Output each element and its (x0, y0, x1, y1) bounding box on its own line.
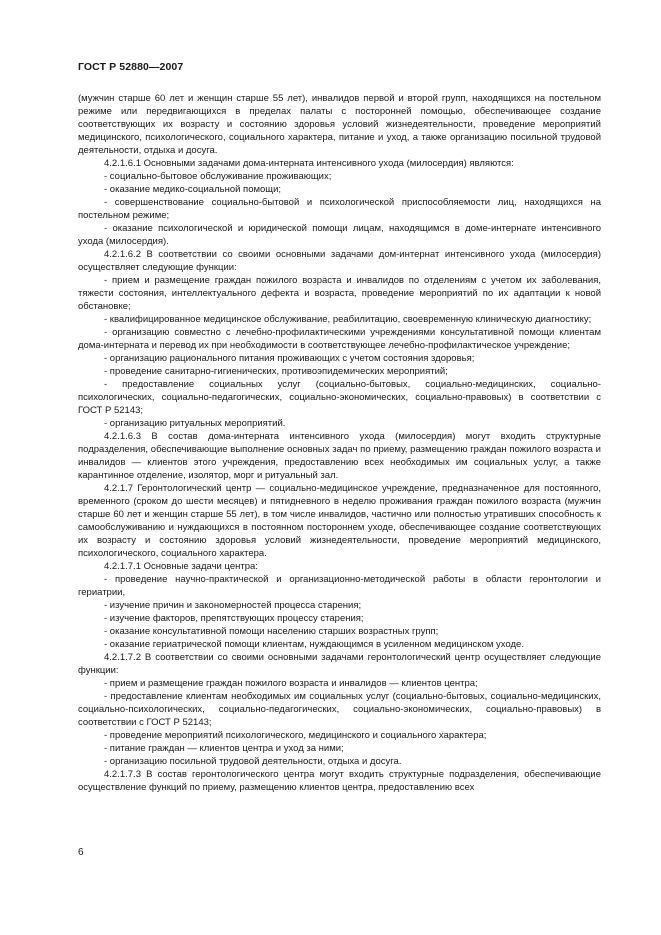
paragraph: - проведение санитарно-гигиенических, противоэпидемических мероприятий; (104, 366, 448, 377)
paragraph: - социально-бытовое обслуживание проживающих; (104, 171, 332, 182)
document-body (78, 92, 601, 794)
paragraph: - изучение причин и закономерностей процесса старения; (104, 600, 362, 611)
paragraph: 4.2.1.6.1 Основными задачами дома-интерната интенсивного ухода (милосердия) являются: (104, 158, 514, 169)
paragraph: - оказание консультативной помощи населению старших возрастных групп; (104, 626, 439, 637)
page-header: ГОСТ Р 52880—2007 (78, 61, 184, 73)
paragraph: - организацию посильной трудовой деятельности, отдыха и досуга. (104, 756, 402, 767)
paragraph: - квалифицированное медицинское обслуживание, реабилитацию, своевременную клиническую диагностику; (104, 314, 592, 325)
paragraph: - питание граждан — клиентов центра и уход за ними; (104, 743, 344, 754)
paragraph: - оказание психологической и юридической помощи лицам, находящимся в доме-интернате интенсивного ухода (милосердия). (78, 223, 601, 247)
paragraph: 4.2.1.7.1 Основные задачи центра: (104, 561, 258, 572)
paragraph: - оказание гериатрической помощи клиентам, нуждающимся в усиленном медицинском уходе. (104, 639, 524, 650)
paragraph: 4.2.1.6.3 В состав дома-интерната интенсивного ухода (милосердия) могут входить структурные подразделения, обеспечивающие выполнение основных задач по приему, размещению граждан пожилого возраста и инвалидов — клиентов этого учреждения, предоставлению всех необходимых им социальных услуг, а также карантинное отделение, изолятор, морг и ритуальный зал. (78, 431, 601, 481)
paragraph: - оказание медико-социальной помощи; (104, 184, 282, 195)
paragraph: - проведение мероприятий психологического, медицинского и социального характера; (104, 730, 487, 741)
paragraph: - предоставление клиентам необходимых им социальных услуг (социально-бытовых, социально-медицинских, социально-психологических, социально-педагогических, социально-экономических, социально-правовых) в соответствии с ГОСТ Р 52143; (78, 691, 601, 728)
paragraph: - совершенствование социально-бытовой и психологической приспособляемости лиц, находящихся на постельном режиме; (78, 197, 601, 221)
paragraph: - прием и размещение граждан пожилого возраста и инвалидов по отделениям с учетом их заболевания, тяжести состояния, интеллектуального дефекта и возраста, проведение мероприятий по их адаптации к новой обстановке; (78, 275, 601, 312)
paragraph: 4.2.1.6.2 В соответствии со своими основными задачами дом-интернат интенсивного ухода (милосердия) осуществляет следующие функции: (78, 249, 601, 273)
paragraph: - прием и размещение граждан пожилого возраста и инвалидов — клиентов центра; (104, 678, 478, 689)
paragraph: - организацию совместно с лечебно-профилактическими учреждениями консультативной помощи клиентам дома-интерната и перевод их при необходимости в соответствующее лечебно-профилактическое учреждение; (78, 327, 601, 351)
paragraph: (мужчин старше 60 лет и женщин старше 55 лет), инвалидов первой и второй групп, находящихся на постельном режиме или передвигающихся в пределах палаты с посторонней помощью, обеспечивающее создание соответствующих их возрасту и состоянию здоровья условий жизнедеятельности, проведение мероприятий медицинского, психологического, социального характера, питание и уход, а также организацию посильной трудовой деятельности, отдыха и досуга. (78, 93, 601, 156)
paragraph: - изучение факторов, препятствующих процессу старения; (104, 613, 364, 624)
paragraph: 4.2.1.7 Геронтологический центр — социально-медицинское учреждение, предназначенное для постоянного, временного (сроком до шести месяцев) и пятидневного в неделю проживания граждан пожилого возраста (мужчин старше 60 лет и женщин старше 55 лет), в том числе инвалидов, частично или полностью утративших способность к самообслуживанию и нуждающихся в постоянном постороннем уходе, обеспечивающее создание соответствующих их возрасту и состоянию здоровья условий жизнедеятельности, проведение мероприятий медицинского, психологического, социального характера. (78, 483, 601, 559)
paragraph: - предоставление социальных услуг (социально-бытовых, социально-медицинских, социально-психологических, социально-педагогических, социально-экономических, социально-правовых) в соответствии с ГОСТ Р 52143; (78, 379, 601, 416)
page-number: 6 (78, 847, 84, 858)
paragraph: 4.2.1.7.3 В состав геронтологического центра могут входить структурные подразделения, обеспечивающие осуществление функций по приему, размещению клиентов центра, предоставлению всех (78, 769, 601, 793)
paragraph: - организацию рационального питания проживающих с учетом состояния здоровья; (104, 353, 475, 364)
paragraph: - организацию ритуальных мероприятий. (104, 418, 286, 429)
paragraph: 4.2.1.7.2 В соответствии со своими основными задачами геронтологический центр осуществляет следующие функции: (78, 652, 601, 676)
paragraph: - проведение научно-практической и организационно-методической работы в области геронтологии и гериатрии, (78, 574, 601, 598)
